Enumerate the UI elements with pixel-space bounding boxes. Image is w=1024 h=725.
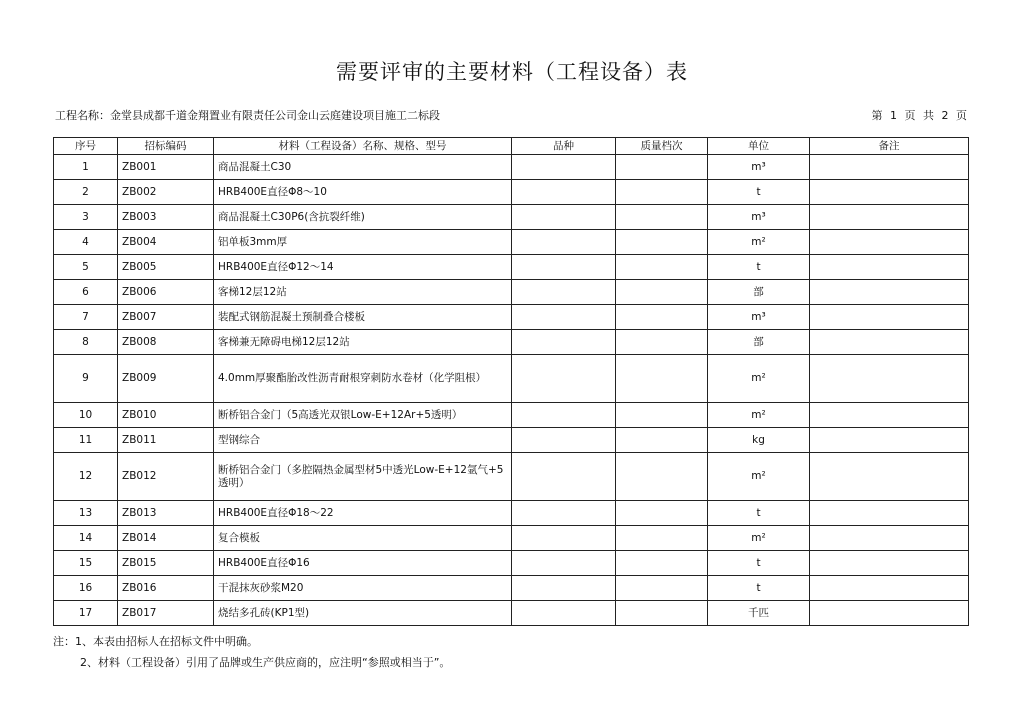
cell-code: ZB010 [118,403,214,428]
footnotes [53,631,450,673]
cell-name: 断桥铝合金门（5高透光双银Low-E+12Ar+5透明） [214,403,512,428]
cell-variety [512,601,616,626]
cell-code: ZB004 [118,230,214,255]
page-title: 需要评审的主要材料（工程设备）表 [336,60,688,84]
page-indicator: 第 1 页 共 2 页 [871,109,967,122]
cell-remark [810,576,969,601]
footnote-2: 2、材料（工程设备）引用了品牌或生产供应商的，应注明“参照或相当于”。 [80,656,451,669]
cell-code: ZB011 [118,428,214,453]
cell-remark [810,601,969,626]
cell-name: 装配式钢筋混凝土预制叠合楼板 [214,305,512,330]
cell-code: ZB002 [118,180,214,205]
cell-variety [512,453,616,501]
materials-table [53,137,969,626]
cell-variety [512,280,616,305]
cell-name: 商品混凝土C30P6(含抗裂纤维) [214,205,512,230]
cell-grade [616,155,708,180]
cell-variety [512,526,616,551]
header-name: 材料（工程设备）名称、规格、型号 [214,138,512,155]
cell-code: ZB009 [118,355,214,403]
cell-remark [810,526,969,551]
cell-unit: t [708,576,810,601]
cell-grade [616,551,708,576]
cell-unit: m² [708,526,810,551]
cell-remark [810,403,969,428]
cell-variety [512,576,616,601]
cell-unit: 部 [708,280,810,305]
cell-seq: 4 [54,230,118,255]
cell-code: ZB003 [118,205,214,230]
cell-unit: t [708,255,810,280]
cell-code: ZB016 [118,576,214,601]
cell-remark [810,205,969,230]
cell-remark [810,155,969,180]
cell-unit: m³ [708,155,810,180]
table-row [54,155,969,180]
cell-grade [616,280,708,305]
cell-unit: m² [708,230,810,255]
table-row [54,576,969,601]
cell-name: HRB400E直径Φ12～14 [214,255,512,280]
header-variety: 品种 [512,138,616,155]
cell-variety [512,428,616,453]
cell-seq: 9 [54,355,118,403]
cell-seq: 13 [54,501,118,526]
cell-name: 铝单板3mm厚 [214,230,512,255]
cell-grade [616,526,708,551]
table-row [54,305,969,330]
cell-seq: 10 [54,403,118,428]
header-code: 招标编码 [118,138,214,155]
table-row [54,403,969,428]
table-row [54,205,969,230]
cell-remark [810,280,969,305]
cell-grade [616,255,708,280]
cell-grade [616,305,708,330]
cell-unit: t [708,180,810,205]
table-row [54,526,969,551]
cell-seq: 2 [54,180,118,205]
cell-remark [810,551,969,576]
cell-remark [810,230,969,255]
cell-seq: 5 [54,255,118,280]
cell-unit: kg [708,428,810,453]
cell-name: 断桥铝合金门（多腔隔热金属型材5中透光Low-E+12氩气+5透明） [214,453,512,501]
cell-unit: t [708,551,810,576]
table-body [54,155,969,626]
cell-name: 干混抹灰砂浆M20 [214,576,512,601]
document-meta [55,107,967,123]
cell-seq: 3 [54,205,118,230]
table-row [54,501,969,526]
cell-remark [810,355,969,403]
cell-grade [616,601,708,626]
cell-variety [512,501,616,526]
cell-variety [512,551,616,576]
cell-code: ZB013 [118,501,214,526]
cell-grade [616,501,708,526]
table-row [54,355,969,403]
cell-remark [810,428,969,453]
cell-code: ZB014 [118,526,214,551]
cell-code: ZB007 [118,305,214,330]
cell-variety [512,330,616,355]
cell-grade [616,428,708,453]
cell-seq: 16 [54,576,118,601]
table-row [54,330,969,355]
cell-code: ZB006 [118,280,214,305]
cell-name: HRB400E直径Φ18～22 [214,501,512,526]
cell-variety [512,305,616,330]
cell-remark [810,453,969,501]
cell-remark [810,255,969,280]
cell-unit: m³ [708,205,810,230]
table-row [54,551,969,576]
header-grade: 质量档次 [616,138,708,155]
cell-variety [512,155,616,180]
cell-unit: m³ [708,305,810,330]
cell-name: 商品混凝土C30 [214,155,512,180]
footnote-1: 注：1、本表由招标人在招标文件中明确。 [53,635,258,648]
cell-unit: m² [708,355,810,403]
cell-seq: 1 [54,155,118,180]
cell-name: 型钢综合 [214,428,512,453]
table-header-row [54,138,969,155]
cell-variety [512,355,616,403]
cell-seq: 17 [54,601,118,626]
cell-name: HRB400E直径Φ8～10 [214,180,512,205]
cell-variety [512,180,616,205]
header-seq: 序号 [54,138,118,155]
cell-name: 客梯12层12站 [214,280,512,305]
cell-grade [616,205,708,230]
table-row [54,453,969,501]
cell-seq: 15 [54,551,118,576]
cell-name: 烧结多孔砖(KP1型) [214,601,512,626]
cell-remark [810,305,969,330]
cell-unit: t [708,501,810,526]
cell-name: 复合模板 [214,526,512,551]
cell-seq: 7 [54,305,118,330]
cell-variety [512,255,616,280]
cell-remark [810,330,969,355]
cell-seq: 14 [54,526,118,551]
cell-unit: 千匹 [708,601,810,626]
table-row [54,280,969,305]
header-remark: 备注 [810,138,969,155]
project-name: 工程名称：金堂县成都千道金翔置业有限责任公司金山云庭建设项目施工二标段 [55,109,440,122]
cell-seq: 12 [54,453,118,501]
cell-grade [616,403,708,428]
cell-variety [512,230,616,255]
cell-code: ZB015 [118,551,214,576]
header-unit: 单位 [708,138,810,155]
cell-code: ZB012 [118,453,214,501]
cell-remark [810,180,969,205]
cell-seq: 8 [54,330,118,355]
cell-unit: 部 [708,330,810,355]
cell-code: ZB017 [118,601,214,626]
cell-grade [616,576,708,601]
cell-variety [512,403,616,428]
cell-seq: 6 [54,280,118,305]
cell-name: 客梯兼无障碍电梯12层12站 [214,330,512,355]
cell-seq: 11 [54,428,118,453]
cell-variety [512,205,616,230]
cell-grade [616,180,708,205]
table-row [54,601,969,626]
cell-name: HRB400E直径Φ16 [214,551,512,576]
table-row [54,180,969,205]
cell-grade [616,330,708,355]
cell-remark [810,501,969,526]
cell-grade [616,453,708,501]
cell-code: ZB001 [118,155,214,180]
table-row [54,428,969,453]
cell-unit: m² [708,403,810,428]
cell-name: 4.0mm厚聚酯胎改性沥青耐根穿刺防水卷材（化学阻根） [214,355,512,403]
cell-code: ZB008 [118,330,214,355]
cell-grade [616,355,708,403]
cell-grade [616,230,708,255]
table-row [54,255,969,280]
cell-code: ZB005 [118,255,214,280]
table-row [54,230,969,255]
cell-unit: m² [708,453,810,501]
